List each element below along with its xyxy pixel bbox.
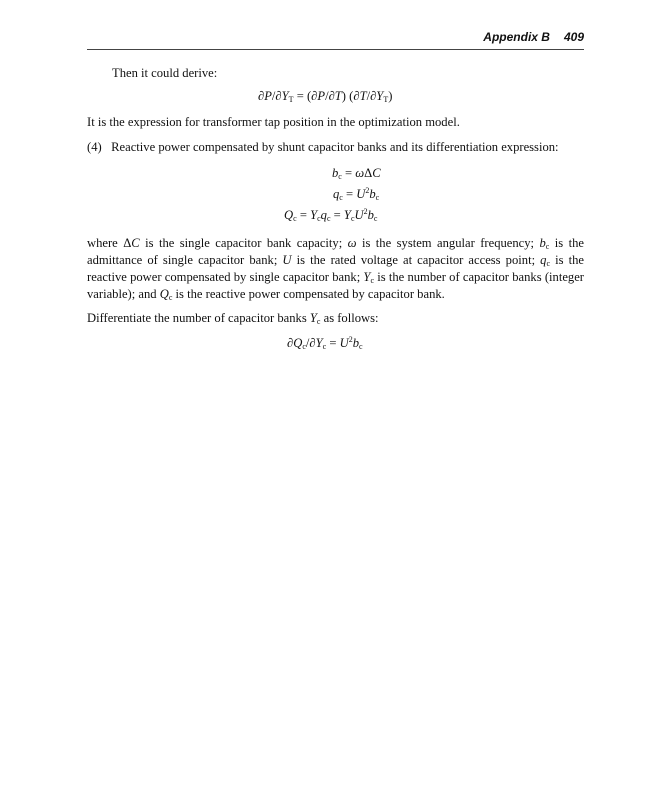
item-number: (4) xyxy=(87,140,102,154)
para-where: where ΔC is the single capacitor bank capacity; ω is the system angular frequency; $b_c$ is the admittance of single capacitor bank; U is the rated voltage at capacitor access point; $q_c$ is the reactive power compensated by single capacitor bank; $Y_c$ is the number of capacitor banks (integer variable); and $Q_c$ is the reactive power compensated by capacitor bank. xyxy=(87,236,585,302)
header-page-number: 409 xyxy=(563,30,584,44)
equation-Qc: $Q_c = Y_cq_c = Y_cU^2b_c$ xyxy=(284,207,378,223)
equation-dp-dyt xyxy=(258,89,392,104)
running-header xyxy=(87,30,584,44)
header-rule xyxy=(87,49,584,50)
equation-text: $\partial P/\partial Y_T = (\partial P/\partial T)$ $(\partial T/\partial Y_T)$ xyxy=(258,89,393,104)
header-section: Appendix B xyxy=(483,30,550,44)
para-derive: Then it could derive: xyxy=(112,66,218,80)
item-text: Reactive power compensated by shunt capacitor banks and its differentiation expression: xyxy=(111,140,559,154)
equation-qc: $q_c = U^2b_c$ xyxy=(333,186,380,202)
equation-bc: $b_c = \omega\Delta C$ xyxy=(332,166,381,181)
para-expression: It is the expression for transformer tap position in the optimization model. xyxy=(87,115,460,129)
item-4 xyxy=(87,139,584,156)
equation-dQc-dYc: $\partial Q_c/\partial Y_c = U^2b_c$ xyxy=(287,335,363,351)
para-differentiate: Differentiate the number of capacitor banks $Y_c$ as follows: xyxy=(87,311,379,326)
